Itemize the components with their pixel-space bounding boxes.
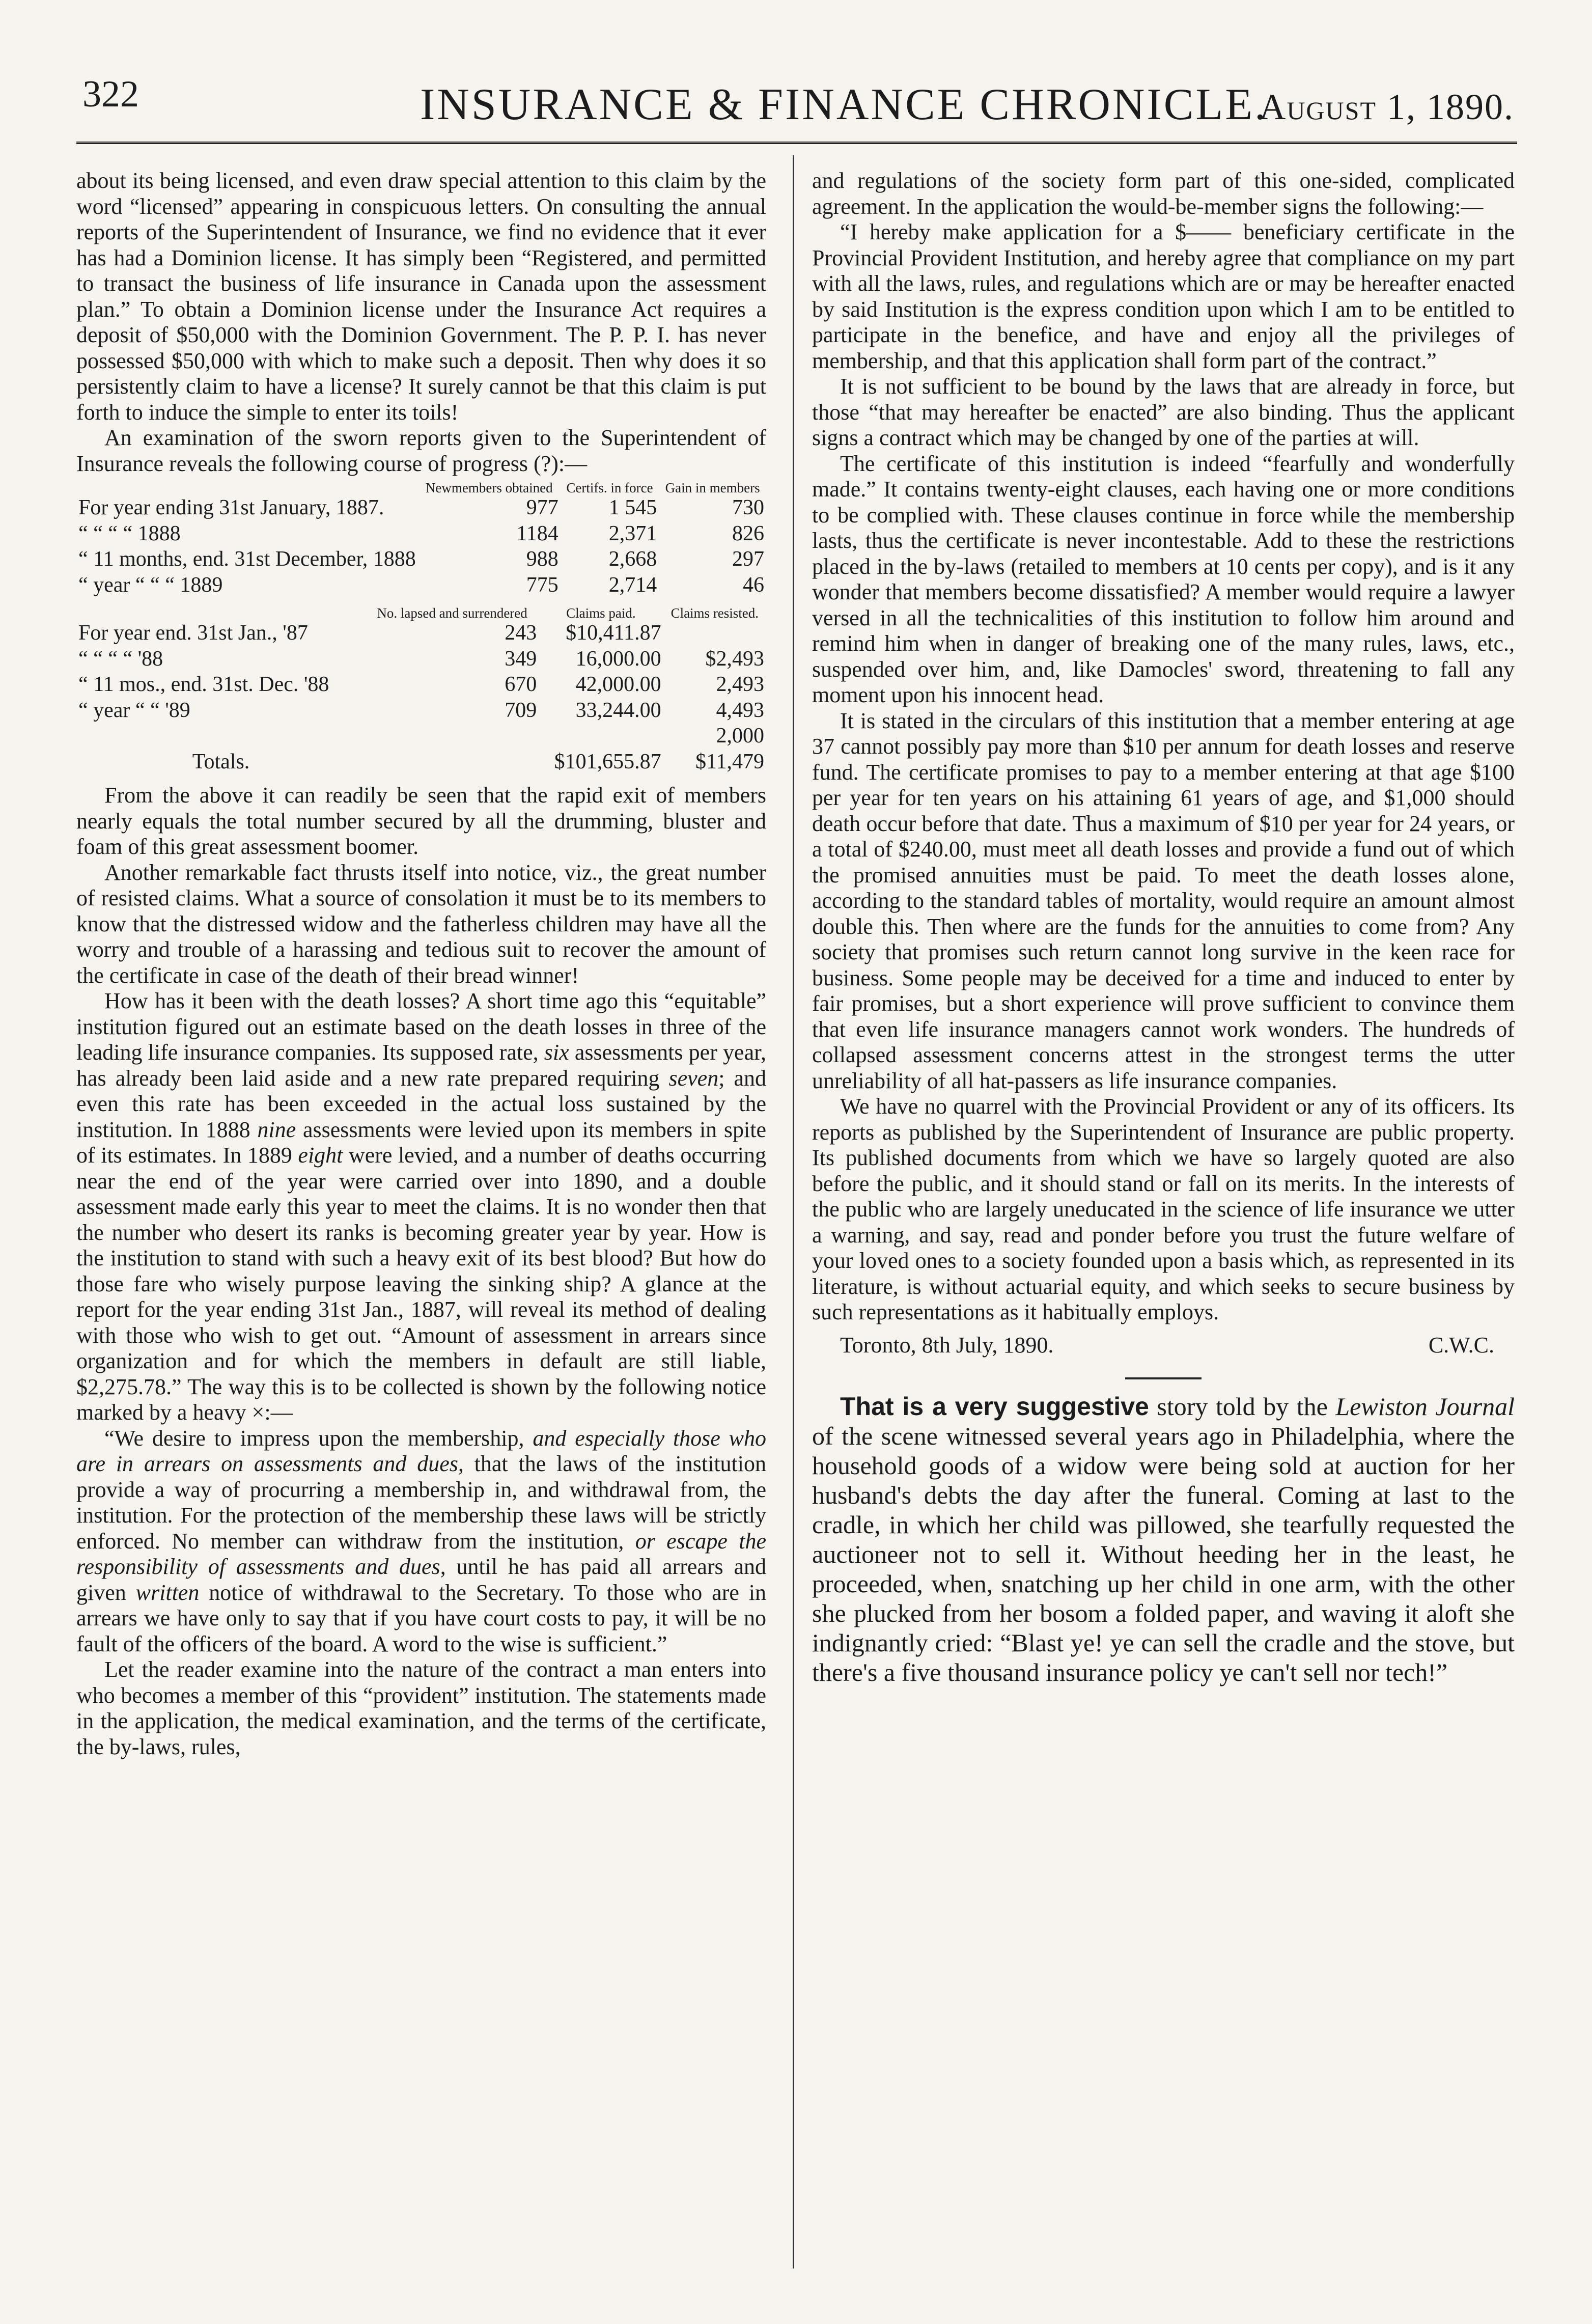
sign-initials: C.W.C. <box>1428 1332 1494 1358</box>
paragraph: It is stated in the circulars of this institution that a member entering at age 37 cannot possibly pay more than $10 per annum for death losses and reserve fund. The certificate promises to pay to a member entering at that age $100 per year for ten years on his attaining 61 years of age, and $1,000 should death occur before that date. Thus a maximum of $10 per year for 24 years, or a total of $240.00, must meet all death losses and provide a fund out of which the promised annuities must be paid. To meet the death losses alone, according to the standard tables of mortality, would require an amount almost double this. Then where are the funds for the annuities to come from? Any society that promises such return cannot long survive in the keen race for business. Some people may be deceived for a time and induced to enter by fair promises, but a short experience will prove sufficient to convince them that even life insurance managers cannot work wonders. The hundreds of collapsed assessment concerns attest in the strongest terms the utter unreliability of all hat-passers as life insurance companies. <box>812 708 1515 1093</box>
table-row: “ “ “ “ '88 349 16,000.00 $2,493 <box>78 647 764 671</box>
right-column <box>812 168 1515 1687</box>
paragraph: From the above it can readily be seen that the rapid exit of members nearly equals the total number secured by all the drumming, bluster and foam of this great assessment boomer. <box>76 783 766 859</box>
publication-title: INSURANCE & FINANCE CHRONICLE. <box>420 80 1268 129</box>
column-header: No. lapsed and surrendered <box>377 605 527 621</box>
page-header <box>76 64 1517 140</box>
paragraph: Another remarkable fact thrusts itself into notice, viz., the great number of resisted claims. What a source of consolation it must be to its members to know that the distressed widow and the fatherless children may have all the worry and trouble of a harassing and tedious suit to recover the amount of the certificate in case of the death of their bread winner! <box>76 860 766 988</box>
totals-row: Totals. $101,655.87 $11,479 <box>192 750 764 773</box>
paragraph: and regulations of the society form part of this one-sided, complicated agreement. In the application the would-be-member signs the following:— <box>812 168 1515 219</box>
table-row: “ 11 months, end. 31st December, 1888 988 2,668 297 <box>78 547 764 571</box>
progress-table <box>76 481 766 598</box>
table-row: “ year “ “ '89 709 33,244.00 4,493 <box>78 698 764 722</box>
paragraph: about its being licensed, and even draw special attention to this claim by the word “licensed” appearing in conspicuous letters. On consulting the annual reports of the Superintendent of Insurance, we find no evidence that it ever has had a Dominion license. It has simply been “Registered, and permitted to transact the business of life insurance in Canada upon the assessment plan.” To obtain a Dominion license under the Insurance Act requires a deposit of $50,000 with the Dominion Government. The P. P. I. has never possessed $50,000 with which to make such a deposit. Then why does it so persistently claim to have a license? It surely cannot be that this claim is put forth to induce the simple to enter its toils! <box>76 168 766 425</box>
table-row: 2,000 <box>716 724 764 748</box>
header-rule <box>76 142 1517 146</box>
quoted-application: “I hereby make application for a $—— beneficiary certificate in the Provincial Provident Institution, and hereby agree that compliance on my part with all the laws, rules, and regulations which are or may be hereafter enacted by said Institution is the express condition upon which I am to be entitled to participate in the benefice, and have and enjoy all the privileges of membership, and that this application shall form part of the contract.” <box>812 219 1515 373</box>
paragraph: It is not sufficient to be bound by the laws that are already in force, but those “that may hereafter be enacted” are also binding. Thus the applicant signs a contract which may be changed by one of the parties at will. <box>812 374 1515 450</box>
page-number: 322 <box>82 73 139 115</box>
column-divider <box>793 155 794 2268</box>
sign-place: Toronto, 8th July, 1890. <box>840 1332 1054 1358</box>
column-header: Claims resisted. <box>671 605 759 621</box>
column-header: Claims paid. <box>566 605 636 621</box>
table-row: “ “ “ “ 1888 1184 2,371 826 <box>78 521 764 545</box>
table-row: For year ending 31st January, 1887. 977 1 545 730 <box>78 496 764 519</box>
paragraph: An examination of the sworn reports given to the Superintendent of Insurance reveals the following course of progress (?):— <box>76 425 766 476</box>
paragraph: We have no quarrel with the Provincial Provident or any of its officers. Its reports as published by the Superintendent of Insurance are public property. Its published documents from which we have so largely quoted are also before the public, and it should stand or fall on its merits. In the interests of the public who are largely uneducated in the science of life insurance we utter a warning, and say, read and ponder before you trust the future welfare of your loved ones to a society founded upon a basis which, as represented in its literature, is without actuarial equity, and which seeks to secure business by such representations as it habitually employs. <box>812 1094 1515 1324</box>
column-header: Certifs. in force <box>566 480 653 495</box>
claims-table <box>76 606 766 774</box>
table-row: “ year “ “ “ 1889 775 2,714 46 <box>78 573 764 597</box>
issue-date: August 1, 1890. <box>1259 87 1514 127</box>
signature-line <box>812 1333 1515 1359</box>
story-paragraph: That is a very suggestive story told by the Lewiston Journal of the scene witnessed several years ago in Philadelphia, where the household goods of a widow were being sold at auction for her husband's debts the day after the funeral. Coming at last to the cradle, in which her child was pillowed, she tearfully requested the auctioneer not to sell it. Without heeding her in the least, he proceeded, when, snatching up her child in one arm, with the other she plucked from her bosom a folded paper, and waving it aloft she indignantly cried: “Blast ye! ye can sell the cradle and the stove, but there's a five thousand insurance policy ye can't sell nor tech!” <box>812 1392 1515 1686</box>
table-row: “ 11 mos., end. 31st. Dec. '88 670 42,000.00 2,493 <box>78 673 764 696</box>
paragraph: The certificate of this institution is indeed “fearfully and wonderfully made.” It contains twenty-eight clauses, each having one or more conditions to be complied with. These clauses continue in force while the membership lasts, thus the certificate is never incontestable. Add to these the restrictions placed in the by-laws (retailed to members at 10 cents per copy), and is it any wonder that members become dissatisfied? A member would require a lawyer versed in all the technicalities of this institution to follow him around and remind him when in danger of breaking one of the many rules, laws, etc., suspended over him, and, like Damocles' sword, threatening to fall any moment upon his innocent head. <box>812 451 1515 707</box>
column-header: Gain in members <box>665 480 760 495</box>
column-header: Newmembers obtained <box>425 480 553 495</box>
quoted-notice: “We desire to impress upon the membership, and especially those who are in arrears on assessments and dues, that the laws of the institution provide a way of procurring a membership in, and withdrawal from, the institution. For the protection of the membership these laws will be strictly enforced. No member can withdraw from the institution, or escape the responsibility of assessments and dues, until he has paid all arrears and given written notice of withdrawal to the Secretary. To those who are in arrears we have only to say that if you have court costs to pay, it will be no fault of the officers of the board. A word to the wise is sufficient.” <box>76 1425 767 1656</box>
paragraph: Let the reader examine into the nature of the contract a man enters into who becomes a member of this “provident” institution. The statements made in the application, the medical examination, and the terms of the certificate, the by-laws, rules, <box>76 1657 766 1759</box>
section-separator <box>1125 1377 1202 1379</box>
table-row: For year end. 31st Jan., '87 243 $10,411.87 <box>78 621 661 645</box>
paragraph: How has it been with the death losses? A short time ago this “equitable” institution figured out an estimate based on the death losses in three of the leading life insurance companies. Its supposed rate, six assessments per year, has already been laid aside and a new rate prepared requiring seven; and even this rate has been exceeded in the actual loss sustained by the institution. In 1888 nine assessments were levied upon its members in spite of its estimates. In 1889 eight were levied, and a number of deaths occurring near the end of the year were carried over into 1890, and a double assessment made early this year to meet the claims. It is no wonder then that the number who desert its ranks is becoming greater year by year. How is the institution to stand with such a heavy exit of its best blood? But how do those fare who wisely purpose leaving the sinking ship? A glance at the report for the year ending 31st Jan., 1887, will reveal its method of dealing with those who wish to get out. “Amount of assessment in arrears since organization and for which the members in default are still liable, $2,275.78.” The way this is to be collected is shown by the following notice marked by a heavy ×:— <box>76 988 767 1425</box>
left-column <box>76 168 766 1760</box>
